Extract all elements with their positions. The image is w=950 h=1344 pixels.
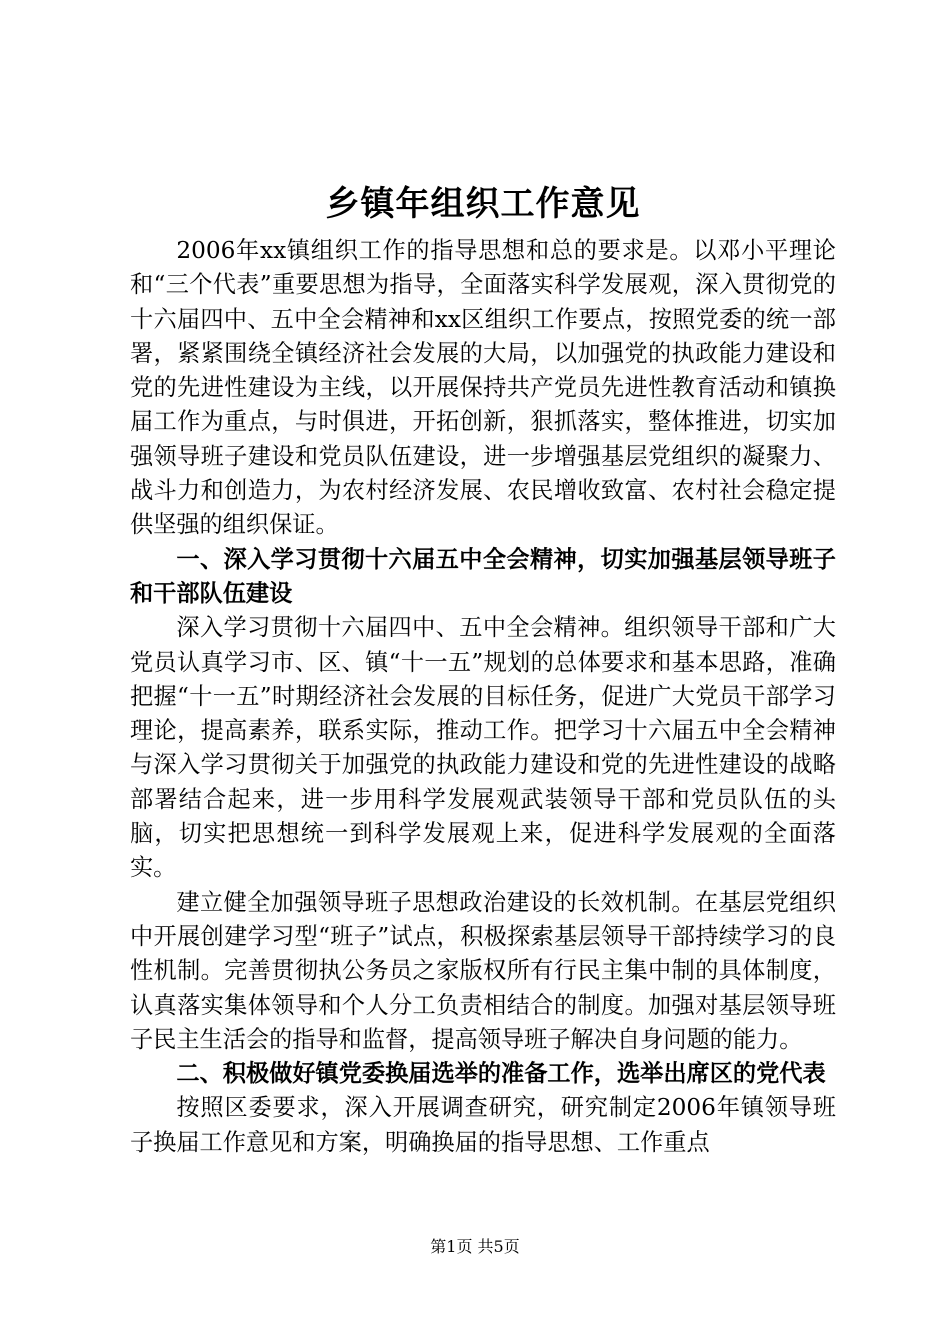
document-body xyxy=(130,178,836,1160)
paragraph-long-term-mechanism: 建立健全加强领导班子思想政治建设的长效机制。在基层党组织中开展创建学习型“班子”试点，积极探索基层领导干部持续学习的良性机制。完善贯彻执公务员之家版权所有行民主集中制的具体制度，认真落实集体领导和个人分工负责相结合的制度。加强对基层领导班子民主生活会的指导和监督，提高领导班子解决自身问题的能力。 xyxy=(130,888,836,1053)
section-heading-1: 一、深入学习贯彻十六届五中全会精神，切实加强基层领导班子和干部队伍建设 xyxy=(130,545,836,607)
document-title: 乡镇年组织工作意见 xyxy=(325,184,641,224)
paragraph-guiding-thought: 2006年xx镇组织工作的指导思想和总的要求是。以邓小平理论和“三个代表”重要思想为指导，全面落实科学发展观，深入贯彻党的十六届四中、五中全会精神和xx区组织工作要点，按照党委的统一部署，紧紧围绕全镇经济社会发展的大局，以加强党的执政能力建设和党的先进性建设为主线，以开展保持共产党员先进性教育活动和镇换届工作为重点，与时俱进，开拓创新，狠抓落实，整体推进，切实加强领导班子建设和党员队伍建设，进一步增强基层党组织的凝聚力、战斗力和创造力，为农村经济发展、农民增收致富、农村社会稳定提供坚强的组织保证。 xyxy=(130,237,836,539)
paragraph-study-plenum: 深入学习贯彻十六届四中、五中全会精神。组织领导干部和广大党员认真学习市、区、镇“十一五”规划的总体要求和基本思路，准确把握“十一五”时期经济社会发展的目标任务，促进广大党员干部学习理论，提高素养，联系实际，推动工作。把学习十六届五中全会精神与深入学习贯彻关于加强党的执政能力建设和党的先进性建设的战略部署结合起来，进一步用科学发展观武装领导干部和党员队伍的头脑，切实把思想统一到科学发展观上来，促进科学发展观的全面落实。 xyxy=(130,614,836,882)
paragraph-election-prep: 按照区委要求，深入开展调查研究，研究制定2006年镇领导班子换届工作意见和方案，明确换届的指导思想、工作重点 xyxy=(130,1094,836,1156)
section-heading-2: 二、积极做好镇党委换届选举的准备工作，选举出席区的党代表 xyxy=(176,1060,826,1088)
page-footer: 第1页 共5页 xyxy=(430,1237,520,1256)
